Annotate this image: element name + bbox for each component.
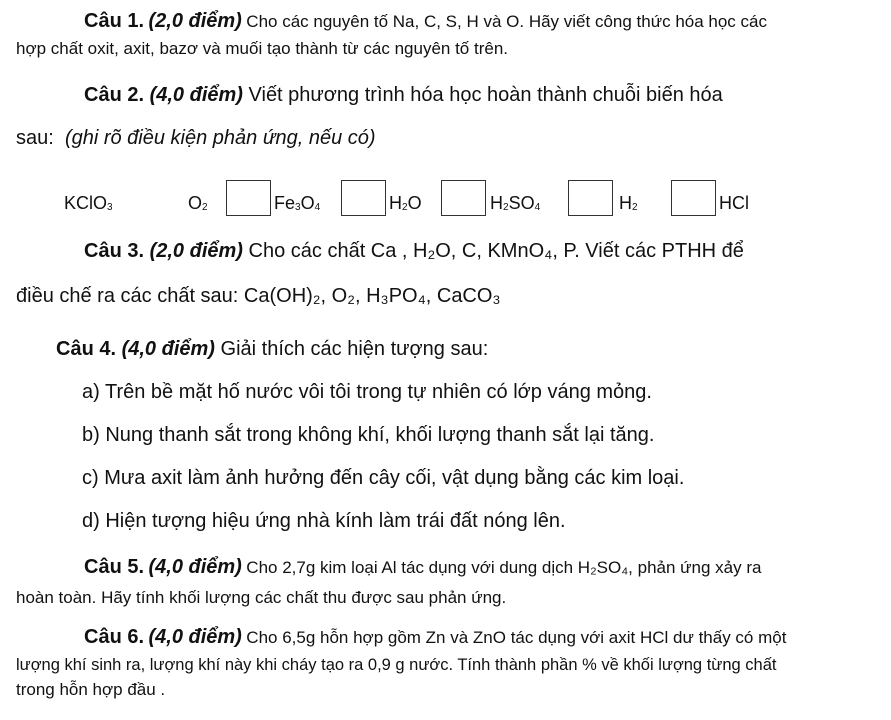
question-1-text-cont: hợp chất oxit, axit, bazơ và muối tạo thành từ các nguyên tố trên. (16, 39, 509, 58)
question-6 (84, 626, 786, 649)
question-2-text-cont (16, 127, 376, 150)
question-6-text: Cho 6,5g hỗn hợp gồm Zn và ZnO tác dụng với axit HCl dư thấy có một (246, 628, 787, 647)
reaction-box-5[interactable] (671, 180, 716, 216)
species-h2: $H_2$ (619, 193, 638, 213)
reaction-box-4[interactable] (568, 180, 613, 216)
question-4-points: (4,0 điểm) (121, 338, 215, 360)
species-h2o: $H_2O$ (389, 193, 422, 213)
question-2-prefix: sau: (16, 127, 54, 149)
question-4-text: Giải thích các hiện tượng sau: (220, 338, 489, 360)
question-2-points: (4,0 điểm) (149, 84, 243, 106)
question-5-text-cont: hoàn toàn. Hãy tính khối lượng các chất thu được sau phản ứng. (16, 588, 507, 607)
question-4-label: Câu 4. (56, 338, 117, 360)
question-3-points: (2,0 điểm) (149, 240, 243, 262)
question-6-text-cont: lượng khí sinh ra, lượng khí này khi cháy tạo ra 0,9 g nước. Tính thành phần % về khối lượng từng chất (16, 656, 777, 674)
reaction-box-3[interactable] (441, 180, 486, 216)
species-kclo3: KClO$_3$ (64, 193, 113, 213)
question-4-item-b: b) Nung thanh sắt trong không khí, khối lượng thanh sắt lại tăng. (82, 424, 655, 446)
question-2-condition-note: (ghi rõ điều kiện phản ứng, nếu có) (64, 127, 376, 149)
question-1-points: (2,0 điểm) (148, 10, 242, 32)
question-2 (84, 84, 723, 107)
question-6-points: (4,0 điểm) (148, 626, 242, 648)
question-4-item-c: c) Mưa axit làm ảnh hưởng đến cây cối, vật dụng bằng các kim loại. (82, 467, 685, 489)
species-h2so4: $H_2SO_4$ (490, 193, 541, 213)
question-6-label: Câu 6. (84, 626, 145, 648)
question-5-text: Cho 2,7g kim loại Al tác dụng với dung dịch H₂SO₄, phản ứng xảy ra (246, 558, 762, 577)
question-1-text: Cho các nguyên tố Na, C, S, H và O. Hãy viết công thức hóa học các (246, 12, 767, 31)
species-fe3o4: $Fe_3O_4$ (274, 193, 321, 213)
question-1-label: Câu 1. (84, 10, 145, 32)
question-3-text-cont: điều chế ra các chất sau: Ca(OH)₂, O₂, H₃PO₄, CaCO₃ (16, 285, 501, 307)
species-hcl: HCl (719, 193, 749, 213)
question-3-text: Cho các chất Ca , H₂O, C, KMnO₄, P. Viết các PTHH để (248, 240, 744, 262)
species-o2: $O_2$ (188, 193, 208, 213)
reaction-box-1[interactable] (226, 180, 271, 216)
question-2-label: Câu 2. (84, 84, 145, 106)
question-3-label: Câu 3. (84, 240, 145, 262)
reaction-box-2[interactable] (341, 180, 386, 216)
question-6-text-end: trong hỗn hợp đầu . (16, 680, 166, 699)
question-4-item-d: d) Hiện tượng hiệu ứng nhà kính làm trái đất nóng lên. (82, 510, 566, 532)
question-4 (56, 338, 488, 361)
question-5-label: Câu 5. (84, 556, 145, 578)
question-5-points: (4,0 điểm) (148, 556, 242, 578)
question-1 (84, 10, 767, 33)
question-3 (84, 240, 744, 263)
question-2-text: Viết phương trình hóa học hoàn thành chuỗi biến hóa (248, 84, 723, 106)
reaction-chain (0, 180, 891, 220)
question-4-item-a: a) Trên bề mặt hố nước vôi tôi trong tự nhiên có lớp váng mỏng. (82, 381, 652, 403)
question-5 (84, 556, 761, 579)
